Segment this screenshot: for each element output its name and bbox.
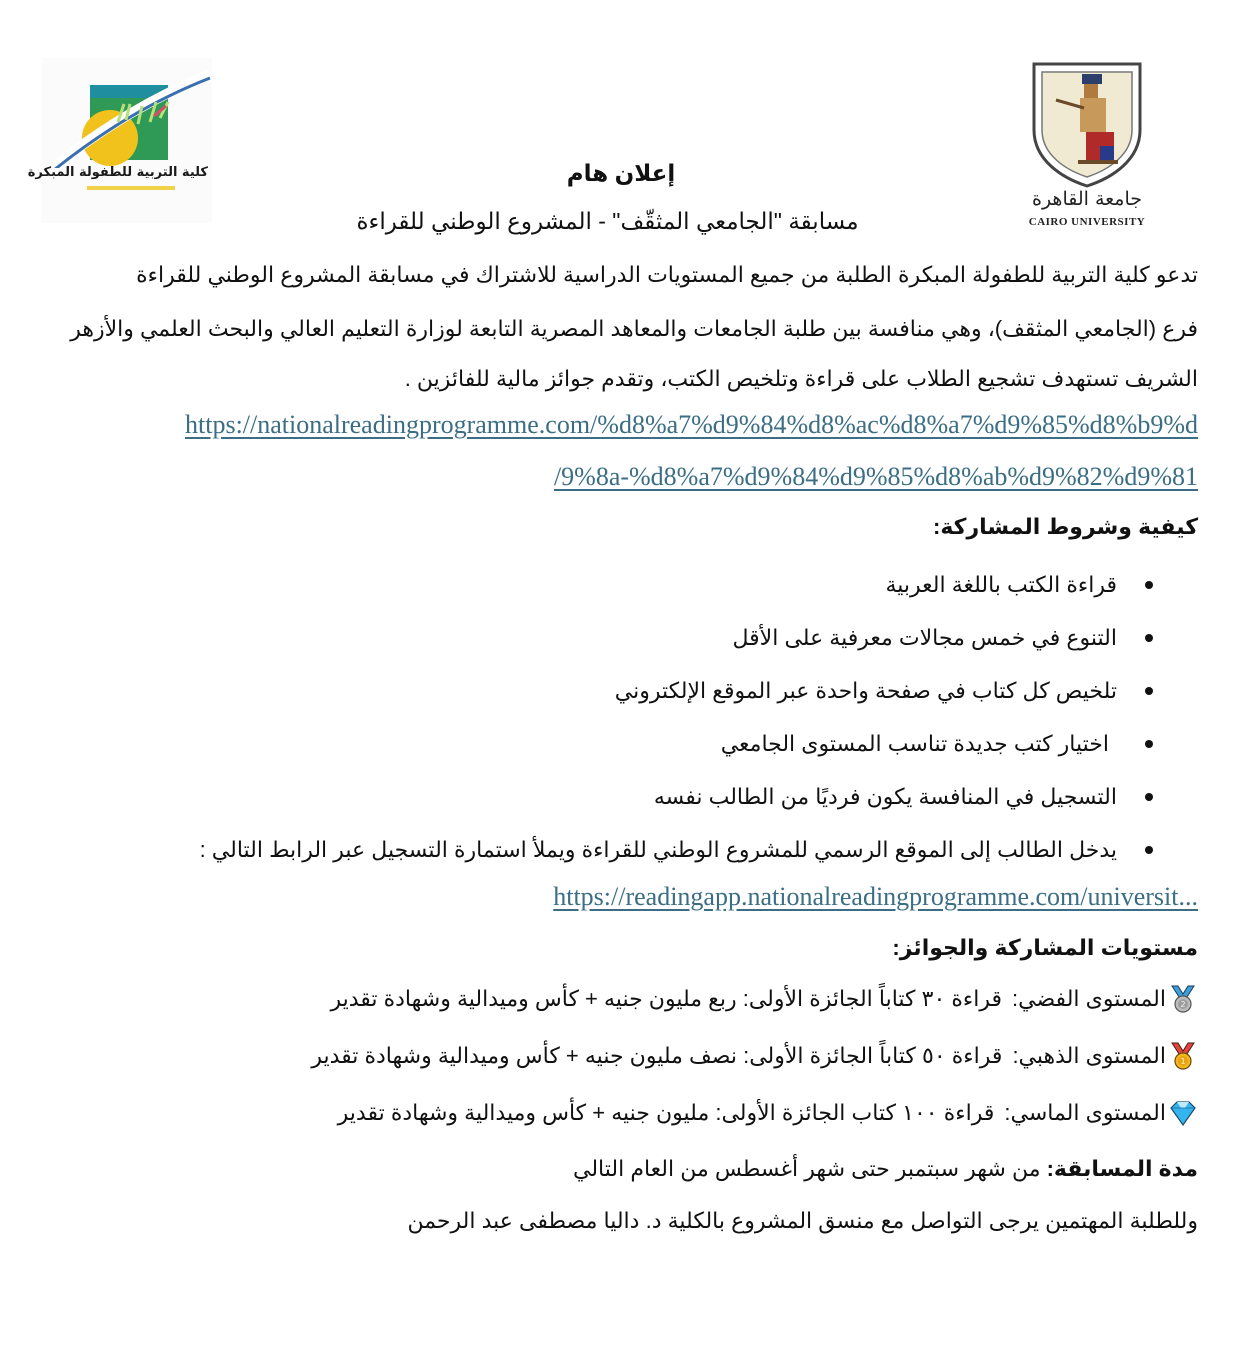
bullet-icon — [1145, 687, 1153, 695]
condition-item — [721, 731, 1198, 757]
prize-level-details: قراءة ٣٠ كتاباً الجائزة الأولى: ربع مليون جنيه + كأس وميدالية وشهادة تقدير — [330, 986, 1003, 1011]
condition-item — [615, 678, 1198, 704]
cairo-university-english-name: CAIRO UNIVERSITY — [1028, 216, 1146, 228]
svg-text:2: 2 — [1180, 1000, 1186, 1009]
condition-item — [733, 625, 1199, 651]
condition-text: يدخل الطالب إلى الموقع الرسمي للمشروع الوطني للقراءة ويملأ استمارة التسجيل عبر الرابط التالي : — [199, 837, 1117, 862]
faculty-emblem-icon — [42, 58, 212, 168]
cairo-university-arabic-name: جامعة القاهرة — [1031, 188, 1143, 210]
condition-text: التنوع في خمس مجالات معرفية على الأقل — [732, 625, 1117, 650]
prize-level-silver — [330, 984, 1198, 1014]
prize-level-details: قراءة ٥٠ كتاباً الجائزة الأولى: نصف مليون جنيه + كأس وميدالية وشهادة تقدير — [311, 1043, 1003, 1068]
condition-text: تلخيص كل كتاب في صفحة واحدة عبر الموقع الإلكتروني — [614, 678, 1117, 703]
bullet-icon — [1145, 740, 1153, 748]
prize-level-name: المستوى الماسي: — [1004, 1100, 1166, 1125]
diamond-icon — [1168, 1098, 1198, 1128]
competition-duration — [573, 1156, 1198, 1182]
faculty-logo-caption: كلية التربية للطفولة المبكرة — [27, 165, 208, 180]
prize-level-name: المستوى الفضي: — [1012, 986, 1166, 1011]
condition-text: قراءة الكتب باللغة العربية — [885, 572, 1117, 597]
duration-label: مدة المسابقة: — [1046, 1156, 1198, 1181]
announcement-title: إعلان هام — [566, 160, 676, 186]
condition-item — [200, 837, 1198, 863]
condition-item — [885, 572, 1198, 598]
condition-text: اختيار كتب جديدة تناسب المستوى الجامعي — [720, 731, 1109, 756]
conditions-heading: كيفية وشروط المشاركة: — [933, 514, 1198, 539]
registration-link[interactable]: https://readingapp.nationalreadingprogramme.com/universit... — [553, 882, 1198, 911]
duration-value: من شهر سبتمبر حتى شهر أغسطس من العام التالي — [573, 1156, 1041, 1181]
intro-line-2: فرع (الجامعي المثقف)، وهي منافسة بين طلبة الجامعات والمعاهد المصرية التابعة لوزارة التعليم العالي والبحث العلمي والأزهر — [70, 316, 1198, 341]
prize-level-details: قراءة ١٠٠ كتاب الجائزة الأولى: مليون جنيه + كأس وميدالية وشهادة تقدير — [337, 1100, 995, 1125]
prize-level-diamond — [338, 1098, 1198, 1128]
programme-link-line-1[interactable]: https://nationalreadingprogramme.com/%d8%a7%d9%84%d8%ac%d8%a7%d9%85%d8%b9%d — [185, 410, 1198, 439]
prize-level-name: المستوى الذهبي: — [1012, 1043, 1166, 1068]
contact-note: وللطلبة المهتمين يرجى التواصل مع منسق المشروع بالكلية د. داليا مصطفى عبد الرحمن — [407, 1208, 1198, 1233]
faculty-logo — [27, 58, 212, 223]
condition-item — [654, 784, 1198, 810]
intro-line-3: الشريف تستهدف تشجيع الطلاب على قراءة وتلخيص الكتب، وتقدم جوائز مالية للفائزين . — [404, 366, 1198, 391]
bullet-icon — [1145, 634, 1153, 642]
competition-subtitle: مسابقة "الجامعي المثقّف" - المشروع الوطني للقراءة — [356, 208, 859, 234]
programme-link-line-2[interactable]: /9%8a-%d8%a7%d9%84%d9%85%d8%ab%d9%82%d9%81 — [553, 462, 1198, 491]
intro-line-1: تدعو كلية التربية للطفولة المبكرة الطلبة من جميع المستويات الدراسية للاشتراك في مسابقة المشروع الوطني للقراءة — [136, 262, 1198, 287]
levels-heading: مستويات المشاركة والجوائز: — [892, 935, 1198, 960]
prize-level-gold — [311, 1041, 1198, 1071]
silver-medal-icon — [1168, 984, 1198, 1014]
condition-text: التسجيل في المنافسة يكون فرديًا من الطالب نفسه — [653, 784, 1117, 809]
bullet-icon — [1145, 846, 1153, 854]
gold-medal-icon — [1168, 1041, 1198, 1071]
svg-text:1: 1 — [1180, 1057, 1186, 1066]
bullet-icon — [1145, 581, 1153, 589]
bullet-icon — [1145, 793, 1153, 801]
